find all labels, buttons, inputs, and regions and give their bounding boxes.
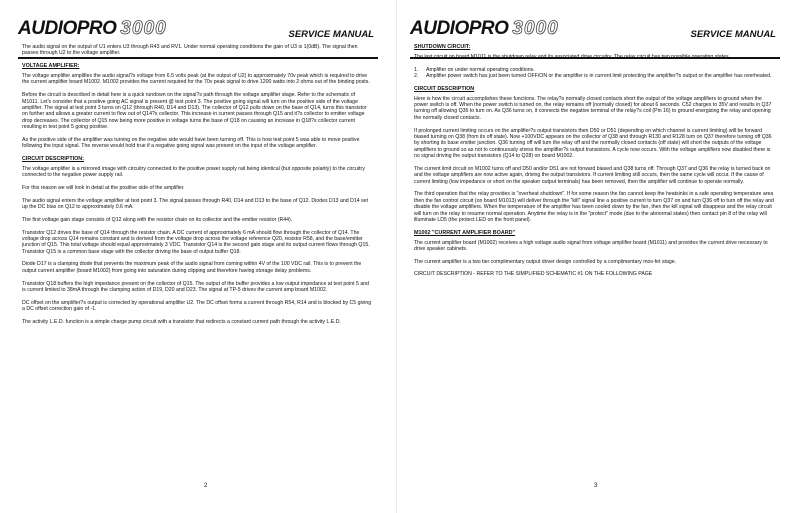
page-header [18, 18, 378, 44]
paragraph: The voltage amplifier amplifies the audio signal?s voltage from 6.5 volts peak (at the output of U2) to approximately 70v peak which is required to drive the current amplifier board M1002. M1002 provides the current required for the 70v peak signal to drive 1200 watts into 2 ohms out of the binding posts. [22, 73, 370, 86]
numbered-list [414, 67, 774, 80]
paragraph: The third operation that the relay provides is "overheat shutdown". If for some reason the fan cannot keep the heatsinks in a safe operating temperature area then the fan control circuit (on board M1013) will deliver through the "kill" signal line a positive current to turn Q37 on and turn Q36 off to turn off the relay and disable the voltage amplifiers. When the temperature of the amplifier has been cooled down by the fan, then the kill signal will disappear and the relay circuit will turn on the relay to resume normal operation. Anytime the relay is in the "protect" mode (due to the abnormal states) then contact pin 8 of the relay will illuminate LD5 (the protect LED on the front panel). [414, 191, 774, 224]
paragraph: DC offset on the amplifier?s output is corrected by operational amplifier U2. The DC offset forms a current through R54, R14 and is blocked by C5 giving a DC offset correction gain of -1. [22, 299, 372, 313]
paragraph: For this reason we will look in detail at the positive side of the amplifier. [22, 184, 185, 191]
section-heading: CIRCUIT DESCRIPTION: [22, 155, 84, 162]
page-number: 3 [594, 483, 598, 489]
list-item-text: Amplifier on under normal operating conditions. [426, 66, 535, 73]
paragraph: Before the circuit is described in detail here is a quick rundown on the signal?s path through the voltage amplifier stage. Refer to the schematic of M1011. Let's consider that a positive going AC signal is present @ test point 3. The positive going signal will turn on the positive side of the voltage amplifier. The signal at test point 3 turns on Q12 (through R40, D14 and D13). The collector of Q12 pulls down on the base of Q14, turns this transistor on further and allows a greater current to flow out of Q14?s collector. This increase in current passes through Q15 and it?s collector to emitter voltage drop decreases. The collector of Q15 now being more positive in voltage turns the base of Q18 on causing an increase in Q18?s collector current resulting in test point 5 going positive. [22, 92, 367, 131]
service-manual-title: SERVICE MANUAL [288, 29, 374, 40]
section-heading: VOLTAGE AMPLIFIER: [22, 63, 80, 70]
section-heading: SHUTDOWN CIRCUIT: [414, 44, 471, 50]
paragraph: The current limit circuit on M1002 turns off and D50 and/or D51 are not forward biased and Q38 turns off. Through Q37 and Q36 the relay is turned back on and the voltage amplifiers are now active again, driving the output transistors. If current limiting still occurs, then the same cycle will occur. If the cause of current limiting (low impedance or short on the speaker output terminals) has been removed, then the amplifier will continue to operate normally. [414, 165, 771, 185]
logo-brand: AUDIOPRO [410, 18, 509, 39]
page-header [410, 18, 780, 44]
paragraph: The current amplifier board (M1002) receives a high voltage audio signal from voltage amplifier board (M1011) and provides the current drive necessary to drive speaker cabinets. [414, 239, 768, 253]
right-page-content [414, 44, 774, 284]
left-page-content [22, 44, 372, 331]
paragraph: Transistor Q18 buffers the high impedance present on the collector of Q15. The output of the buffer provides a low output impedance at test point 5 and is current limited to 38mA through the clamping action of D19, D20 and D23. The signal at TP-5 drives the current amp board M1002. [22, 280, 370, 293]
paragraph: The audio signal on the output of U1 enters U3 through R43 and RV1. Under normal operating conditions the gain of U3 is 1(0dB). The signal then passes through U2 to the voltage amplifier. [22, 44, 358, 57]
left-page [18, 0, 378, 513]
paragraph: If prolonged current limiting occurs on the amplifier?s output transistors then D50 or D51 (depending on which channel is current limiting) will be forward biased turning on Q38 (from its off state). Now +100VDC appears on the collector of Q38 and through R130 and R128 turn on Q37 therefore turning off Q36 by shorting its base emitter junction. Q36 turning off will turn the relay off and the normally closed contacts (off state) will short the outputs of the voltage amplifiers to ground so as not to continuously stress the amplifier?s output transistors. A cycle now occurs. With the voltage amplifiers now disabled there is no signal driving the output transistors (Q14 to Q28) on board M1002. [414, 127, 772, 160]
section-heading: CIRCUIT DESCRIPTION [414, 85, 475, 92]
list-item-number: 1. [414, 66, 419, 73]
logo-model: 3000 [512, 18, 559, 39]
section-heading: M1002 "CURRENT AMPLIFIER BOARD" [414, 229, 516, 236]
paragraph: Diode D17 is a clamping diode that prevents the maximum peak of the audio signal from coming within 4V of the 100 VDC rail. This is to prevent the output current amplifier (board M1002) from going into saturation during clipping and therefore having storage delay problems. [22, 261, 362, 274]
right-page [410, 0, 780, 513]
list-item [414, 73, 774, 79]
logo-model: 3000 [120, 18, 167, 39]
paragraph: The voltage amplifier is a mirrored image with circuitry connected to the positive power supply rail being identical (but opposite polarity) to the circuitry connected to the negative power supply rail. [22, 165, 365, 179]
paragraph: As the positive side of the amplifier was turning on the negative side would have been turning off. This is how test point 5 was able to move positive following the input signal. The reverse would hold true if a negative going signal was present on the input of the voltage amplifier. [22, 136, 360, 150]
page-gutter [396, 0, 397, 513]
paragraph: The audio signal enters the voltage amplifier at test point 3. The signal passes through R40, D14 and D13 to the base of Q12. Diodes D13 and D14 set up the DC bias on Q12 to approximately 0.6 mA. [22, 197, 368, 211]
paragraph: CIRCUIT DESCRIPTION - REFER TO THE SIMPLIFIED SCHEMATIC #1 ON THE FOLLOWING PAGE [414, 271, 653, 278]
audiopro-logo [410, 18, 559, 40]
logo-brand: AUDIOPRO [18, 18, 117, 39]
paragraph: The first voltage gain stage consists of Q12 along with the resistor chain on its collector and the emitter resistor (R44). [22, 216, 293, 223]
page-number: 2 [204, 483, 208, 489]
paragraph: The activity L.E.D. function is a simple charge pump circuit with a transistor that redirects a constant current path through the activity L.E.D. [22, 318, 341, 325]
paragraph: Here is how the circuit accomplishes these functions. The relay?s normally closed contacts short the output of the voltage amplifiers to ground when the power switch is off. When the power switch is turned on, the relay remains off (normally closed) for about 6 seconds. C52 charges to 35V and results in Q37 turning off allowing Q36 to turn on. As Q36 turns on, it connects the negative terminal of the relay?s coil (Pin 16) to ground energizing the relay and opening the normally closed contacts. [414, 95, 772, 121]
audiopro-logo [18, 18, 167, 40]
service-manual-title: SERVICE MANUAL [690, 29, 776, 40]
paragraph: The last circuit on board M1011 is the shutdown relay and its associated drive circuitry. The relay circuit has two possible operating states. [414, 53, 731, 60]
paragraph: Transistor Q12 drives the base of Q14 through the resistor chain. A DC current of approximately 6 mA should flow through the collector of Q14. The voltage drop across Q14 remains constant and is derived from the voltage drop across the voltage reference Q20, resistor R58, and the base/emitter junction of Q15. This total voltage should equal approximately 3 VDC. Transistor Q14 is the second gain stage and its output current flows through Q15. Transistor Q15 is a common base stage with the collector driving the base of output buffer Q18. [22, 229, 370, 255]
list-item-number: 2. [414, 73, 419, 80]
list-item-text: Amplifier power switch has just been turned OFF/ON or the amplifier is in current limit protecting the amplifier?s output or the amplifier has overheated. [426, 73, 772, 80]
paragraph: The current amplifier is a two tier complimentary output driver design controlled by a complimentary mos-fet stage. [414, 258, 677, 265]
